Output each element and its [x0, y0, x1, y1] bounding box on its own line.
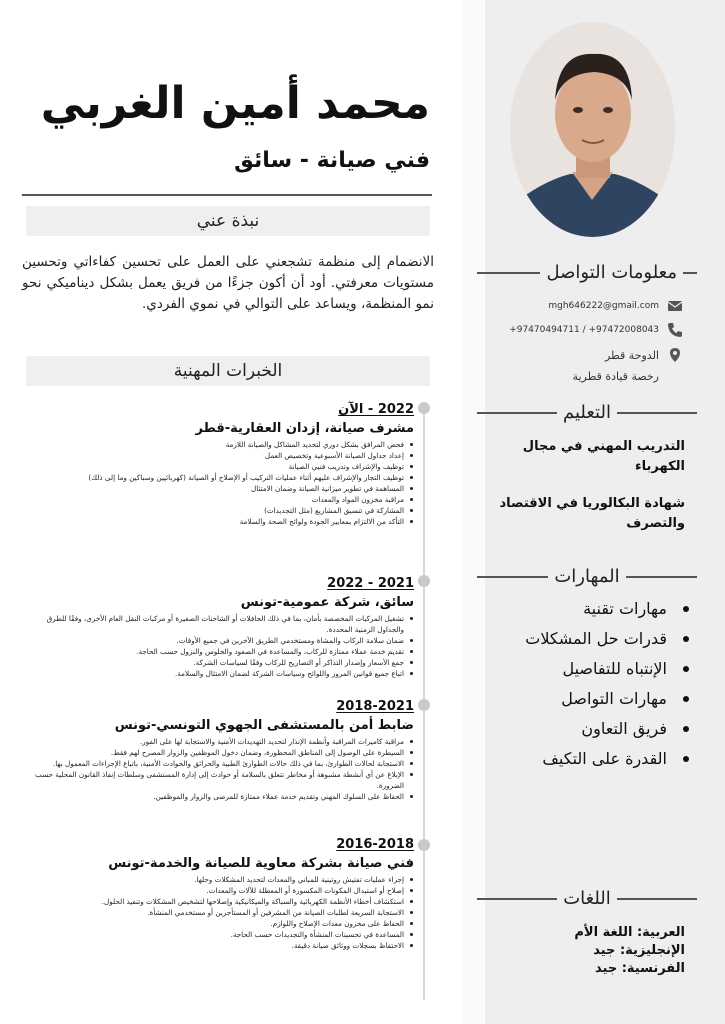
location-pin-icon — [667, 347, 683, 363]
about-heading: نبذة عني — [26, 206, 430, 236]
license-text: رخصة قيادة قطرية — [572, 370, 659, 383]
timeline-dot — [418, 699, 430, 711]
languages-heading — [477, 888, 697, 909]
skills-heading-text: المهارات — [554, 566, 620, 587]
duty-item: الإبلاغ عن أي أنشطة مشبوهة أو مخاطر تتعلق بالسلامة أو حوادث إلى إدارة المستشفى وسلطات إنفاذ القانون المحلية حسب الضرورة. — [22, 769, 414, 791]
duty-item: المساهمة في تطوير ميزانية الصيانة وضمان الامتثال — [22, 483, 414, 494]
contact-heading-text: معلومات التواصل — [546, 262, 677, 283]
duty-item: مراقبة مخزون المواد والمعدات — [22, 494, 414, 505]
duty-item: السيطرة على الوصول إلى المناطق المحظورة، وضمان دخول الموظفين والزوار المصرح لهم فقط. — [22, 747, 414, 758]
heading-line — [477, 576, 548, 578]
heading-line — [477, 898, 557, 900]
heading-line — [477, 412, 557, 414]
education-heading — [477, 402, 697, 423]
envelope-icon — [667, 298, 683, 314]
experience-duties — [22, 736, 414, 802]
languages-heading-text: اللغات — [563, 888, 611, 909]
experience-period: 2018-2021 — [336, 699, 414, 714]
experience-period: 2021 - 2022 — [327, 576, 414, 591]
language-item: الإنجليزية: جيد — [593, 943, 685, 958]
duty-item: فحص المرافق بشكل دوري لتحديد المشاكل والصيانة اللازمة — [22, 439, 414, 450]
experience-role: مشرف صيانة، إزدان العقارية-قطر — [195, 421, 414, 436]
heading-line — [617, 898, 697, 900]
experience-period: 2022 - الآن — [338, 402, 414, 417]
education-heading-text: التعليم — [563, 402, 611, 423]
timeline-dot — [418, 839, 430, 851]
skill-item: قدرات حل المشكلات — [495, 624, 695, 654]
contact-email-row — [477, 298, 683, 314]
experience-item — [22, 576, 414, 679]
job-title: فني صيانة - سائق — [234, 148, 430, 173]
email-text[interactable]: mgh646222@gmail.com — [548, 301, 659, 311]
skills-list — [495, 594, 695, 774]
heading-line — [626, 576, 697, 578]
experience-heading: الخبرات المهنية — [26, 356, 430, 386]
experience-period: 2016-2018 — [336, 837, 414, 852]
education-item: التدريب المهني في مجال الكهرباء — [522, 439, 685, 474]
skill-item: مهارات تقنية — [495, 594, 695, 624]
duty-item: تقديم خدمة عملاء ممتازة للركاب، والمساعدة في الصعود والجلوس والنزول حسب الحاجة. — [22, 646, 414, 657]
duty-item: ضمان سلامة الركاب والمشاة ومستخدمي الطريق الآخرين في جميع الأوقات. — [22, 635, 414, 646]
duty-item: التأكد من الالتزام بمعايير الجودة ولوائح الصحة والسلامة — [22, 516, 414, 527]
duty-item: جمع الأسعار وإصدار التذاكر أو التصاريح للركاب وفقًا لسياسات الشركة. — [22, 657, 414, 668]
experience-item — [22, 402, 414, 527]
skill-item: الإنتباه للتفاصيل — [495, 654, 695, 684]
experience-role: ضابط أمن بالمستشفى الجهوي التونسي-تونس — [114, 718, 414, 733]
about-text: الانضمام إلى منظمة تشجعني على العمل على تحسين كفاءاتي وتحسين مستويات معرفتي. أود أن أكون جزءًا من فريق يعمل بشكل ديناميكي نحو نمو المنظمة، ويساعد على التوالي في نموي الفردي. — [22, 254, 434, 312]
duty-item: إعداد جداول الصيانة الأسبوعية وتخصيص العمل — [22, 450, 414, 461]
full-name: محمد أمين الغربي — [40, 78, 430, 129]
experience-item — [22, 837, 414, 951]
timeline-dot — [418, 575, 430, 587]
phone-icon — [667, 322, 683, 338]
duty-item: استكشاف أخطاء الأنظمة الكهربائية والسباكة والميكانيكية وإصلاحها لتشخيص المشكلات وتنفيذ الحلول. — [22, 896, 414, 907]
person-portrait-icon — [510, 22, 675, 237]
skills-heading — [477, 566, 697, 587]
header-divider — [22, 194, 432, 196]
heading-line — [617, 412, 697, 414]
experience-role: فني صيانة بشركة معاوية للصيانة والخدمة-تونس — [108, 856, 414, 871]
skill-item: القدرة على التكيف — [495, 744, 695, 774]
experience-duties — [22, 439, 414, 527]
experience-duties — [22, 613, 414, 679]
profile-photo — [510, 22, 675, 237]
duty-item: تشغيل المركبات المخصصة بأمان، بما في ذلك الحافلات أو الشاحنات الصغيرة أو مركبات النقل العام الأخرى، وفقًا للطرق والجداول الزمنية المحددة. — [22, 613, 414, 635]
duty-item: توظيف والإشراف وتدريب فنيي الصيانة — [22, 461, 414, 472]
duty-item: المساعدة في تحسينات المنشأة والتجديدات حسب الحاجة. — [22, 929, 414, 940]
contact-license-row — [477, 370, 683, 383]
language-item: العربية: اللغة الأم — [574, 925, 685, 940]
education-item: شهادة البكالوريا في الاقتصاد والتصرف — [499, 496, 685, 531]
sidebar — [463, 0, 725, 1024]
duty-item: إجراء عمليات تفتيش روتينية للمباني والمعدات لتحديد المشكلات وحلها. — [22, 874, 414, 885]
experience-item — [22, 699, 414, 802]
contact-heading — [477, 262, 697, 283]
duty-item: الحفاظ على السلوك المهني وتقديم خدمة عملاء ممتازة للمرضى والزوار والموظفين. — [22, 791, 414, 802]
heading-line — [683, 272, 697, 274]
contact-phone-row — [477, 322, 683, 338]
contact-city-row — [477, 347, 683, 363]
duty-item: مراقبة كاميرات المراقبة وأنظمة الإنذار لتحديد التهديدات الأمنية والاستجابة لها على الفور. — [22, 736, 414, 747]
duty-item: الحفاظ على مخزون معدات الإصلاح واللوازم. — [22, 918, 414, 929]
duty-item: إصلاح أو استبدال المكونات المكسورة أو المعطلة للآلات والمعدات. — [22, 885, 414, 896]
language-item: الفرنسية: جيد — [595, 961, 685, 976]
duty-item: الاحتفاظ بسجلات ووثائق صيانة دقيقة. — [22, 940, 414, 951]
experience-role: سائق، شركة عمومية-تونس — [240, 595, 414, 610]
duty-item: المشاركة في تنسيق المشاريع (مثل التجديدات) — [22, 505, 414, 516]
skill-item: فريق التعاون — [495, 714, 695, 744]
skill-item: مهارات التواصل — [495, 684, 695, 714]
city-text: الدوحة قطر — [604, 348, 659, 362]
languages-list — [485, 924, 685, 978]
duty-item: الاستجابة لحالات الطوارئ، بما في ذلك حالات الطوارئ الطبية والحرائق والحوادث الأمنية، باتباع الإجراءات المعمول بها. — [22, 758, 414, 769]
experience-duties — [22, 874, 414, 951]
timeline-dot — [418, 402, 430, 414]
duty-item: اتباع جميع قوانين المرور واللوائح وسياسات الشركة لضمان الامتثال والسلامة. — [22, 668, 414, 679]
duty-item: توظيف التجار والإشراف عليهم أثناء عمليات التركيب أو الإصلاح أو الصيانة (كهربائيين وسباكين وما إلى ذلك) — [22, 472, 414, 483]
duty-item: الاستجابة السريعة لطلبات الصيانة من المشرفين أو المستأجرين أو مستخدمي المنشأة. — [22, 907, 414, 918]
phone-text[interactable]: +97470494711 / +97472008043 — [509, 325, 659, 335]
heading-line — [477, 272, 540, 274]
